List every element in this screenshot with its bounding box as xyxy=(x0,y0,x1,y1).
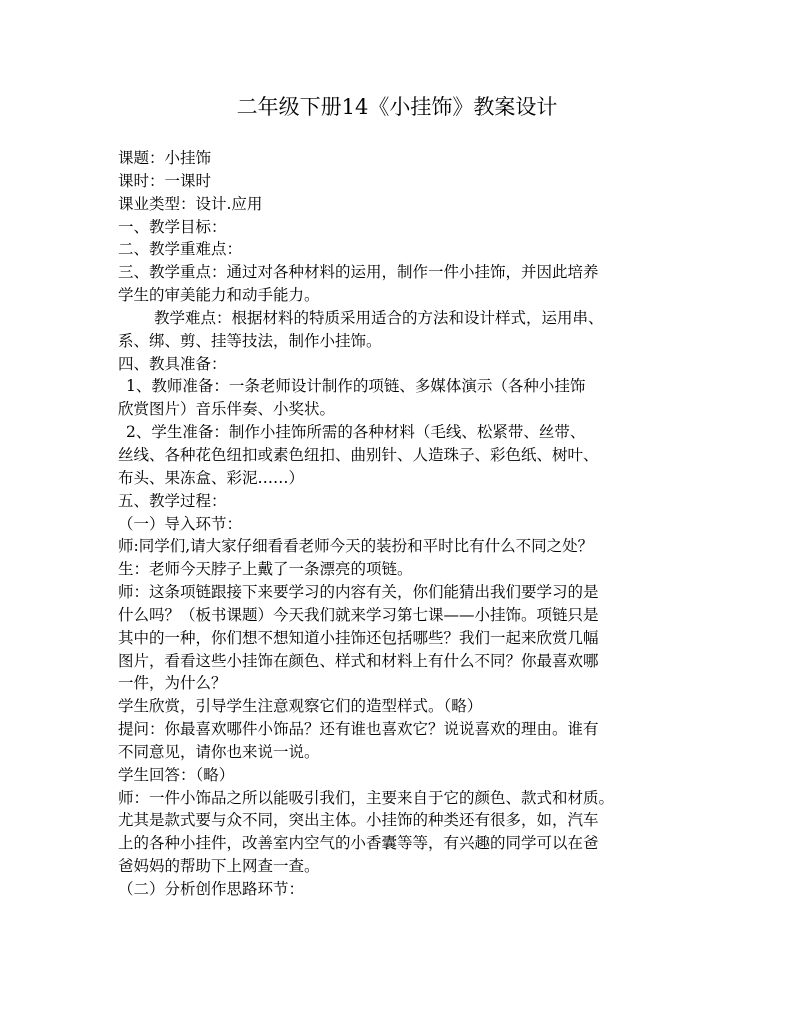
paragraph-line: 欣赏图片）音乐伴奏、小奖状。 xyxy=(118,400,336,419)
lesson-duration: 课时：一课时 xyxy=(118,171,212,190)
paragraph-line: 什么吗？（板书课题）今天我们就来学习第七课——小挂饰。项链只是 xyxy=(118,605,599,624)
paragraph-line: 其中的一种，你们想不想知道小挂饰还包括哪些？我们一起来欣赏几幅 xyxy=(118,628,599,647)
paragraph-line: 提问：你最喜欢哪件小饰品？还有谁也喜欢它？说说喜欢的理由。谁有 xyxy=(118,720,599,739)
subsection-heading: （二）分析创作思路环节： xyxy=(118,880,305,898)
document-body xyxy=(118,147,682,901)
paragraph-line: 三、教学重点：通过对各种材料的运用，制作一件小挂饰，并因此培养 xyxy=(118,263,599,282)
paragraph-line: 学生回答：（略） xyxy=(118,765,235,784)
paragraph-line: 学生欣赏，引导学生注意观察它们的造型样式。（略） xyxy=(118,697,483,716)
paragraph-line: 布头、果冻盒、彩泥……） xyxy=(118,468,305,487)
paragraph-line: 尤其是款式要与众不同，突出主体。小挂饰的种类还有很多，如，汽车 xyxy=(118,811,599,830)
paragraph-line: 不同意见，请你也来说一说。 xyxy=(118,742,320,761)
paragraph-line: 师：一件小饰品之所以能吸引我们，主要来自于它的颜色、款式和材质。 xyxy=(118,788,615,807)
paragraph-line: 上的各种小挂件，改善室内空气的小香囊等等，有兴趣的同学可以在爸 xyxy=(118,834,599,853)
lesson-topic: 课题：小挂饰 xyxy=(118,149,212,167)
section-heading: 一、教学目标： xyxy=(118,217,227,236)
paragraph-line: 系、绑、剪、挂等技法，制作小挂饰。 xyxy=(118,331,382,350)
paragraph-line: 教学难点：根据材料的特质采用适合的方法和设计样式，运用串、 xyxy=(154,308,604,327)
paragraph-line: 爸妈妈的帮助下上网查一查。 xyxy=(118,857,320,876)
section-heading: 五、教学过程： xyxy=(118,491,227,510)
paragraph-line: 丝线、各种花色纽扣或素色纽扣、曲别针、人造珠子、彩色纸、树叶、 xyxy=(118,445,599,464)
paragraph-line: 2、学生准备：制作小挂饰所需的各种材料（毛线、松紧带、丝带、 xyxy=(126,423,586,442)
paragraph-line: 图片，看看这些小挂饰在颜色、样式和材料上有什么不同？你最喜欢哪 xyxy=(118,651,599,670)
subsection-heading: （一）导入环节： xyxy=(118,514,243,533)
section-heading: 二、教学重难点： xyxy=(118,240,243,259)
paragraph-line: 师:同学们,请大家仔细看看老师今天的装扮和平时比有什么不同之处？ xyxy=(118,537,594,556)
paragraph-line: 生：老师今天脖子上戴了一条漂亮的项链。 xyxy=(118,560,413,579)
paragraph-line: 学生的审美能力和动手能力。 xyxy=(118,286,320,305)
paragraph-line: 一件，为什么？ xyxy=(118,674,227,693)
paragraph-line: 1、教师准备：一条老师设计制作的项链、多媒体演示（各种小挂饰 xyxy=(126,377,586,396)
document-title: 二年级下册14《小挂饰》教案设计 xyxy=(236,95,558,119)
lesson-type: 课业类型：设计.应用 xyxy=(118,194,263,213)
section-heading: 四、教具准备： xyxy=(118,354,227,373)
paragraph-line: 师：这条项链跟接下来要学习的内容有关，你们能猜出我们要学习的是 xyxy=(118,583,599,602)
